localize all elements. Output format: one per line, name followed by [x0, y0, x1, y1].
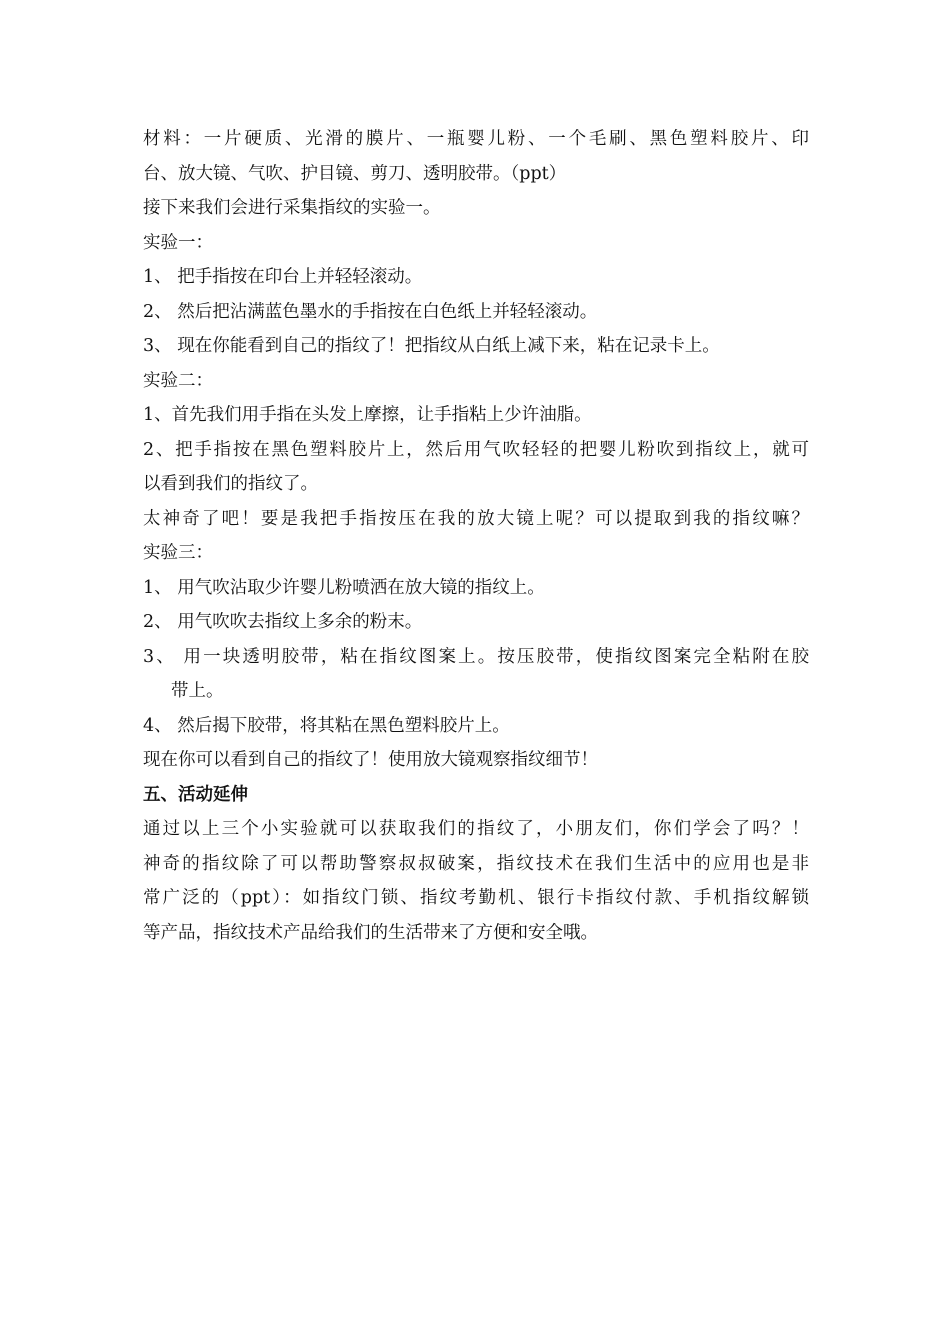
text-line: 台、放大镜、气吹、护目镜、剪刀、透明胶带。（ppt） — [143, 163, 567, 184]
text-line: 神奇的指纹除了可以帮助警察叔叔破案，指纹技术在我们生活中的应用也是非 — [143, 853, 809, 874]
text-line: 实验三： — [143, 543, 213, 563]
text-line: 接下来我们会进行采集指纹的实验一。 — [143, 198, 441, 218]
text-line: 实验二： — [143, 370, 213, 391]
section-heading: 五、活动延伸 — [143, 784, 248, 805]
text-line: 等产品，指纹技术产品给我们的生活带来了方便和安全哦。 — [143, 922, 598, 943]
text-line: 常广泛的（ppt）：如指纹门锁、指纹考勤机、银行卡指纹付款、手机指纹解锁 — [143, 888, 809, 908]
text-line: 通过以上三个小实验就可以获取我们的指纹了，小朋友们，你们学会了吗？！ — [143, 819, 809, 839]
text-line: 实验一： — [143, 232, 213, 253]
text-line: 材料：一片硬质、光滑的膜片、一瓶婴儿粉、一个毛刷、黑色塑料胶片、印 — [143, 129, 809, 149]
text-line: 带上。 — [171, 681, 224, 701]
list-item: 3、 用一块透明胶带，粘在指纹图案上。按压胶带，使指纹图案完全粘附在胶 — [143, 646, 809, 667]
text-line: 太神奇了吧！要是我把手指按压在我的放大镜上呢？可以提取到我的指纹嘛？ — [143, 508, 809, 529]
list-item: 2、 然后把沾满蓝色墨水的手指按在白色纸上并轻轻滚动。 — [143, 301, 598, 322]
list-item: 3、 现在你能看到自己的指纹了！把指纹从白纸上减下来，粘在记录卡上。 — [143, 336, 720, 356]
list-item: 2、 用气吹吹去指纹上多余的粉末。 — [143, 612, 423, 632]
list-item: 1、 把手指按在印台上并轻轻滚动。 — [143, 267, 423, 287]
list-item: 4、 然后揭下胶带，将其粘在黑色塑料胶片上。 — [143, 715, 510, 736]
text-line: 以看到我们的指纹了。 — [143, 474, 318, 494]
list-item: 1、首先我们用手指在头发上摩擦，让手指粘上少许油脂。 — [143, 405, 592, 425]
list-item: 1、 用气吹沾取少许婴儿粉喷洒在放大镜的指纹上。 — [143, 577, 545, 598]
list-item: 2、把手指按在黑色塑料胶片上，然后用气吹轻轻的把婴儿粉吹到指纹上，就可 — [143, 439, 809, 460]
text-line: 现在你可以看到自己的指纹了！使用放大镜观察指纹细节！ — [143, 750, 598, 770]
document-page — [143, 122, 809, 950]
